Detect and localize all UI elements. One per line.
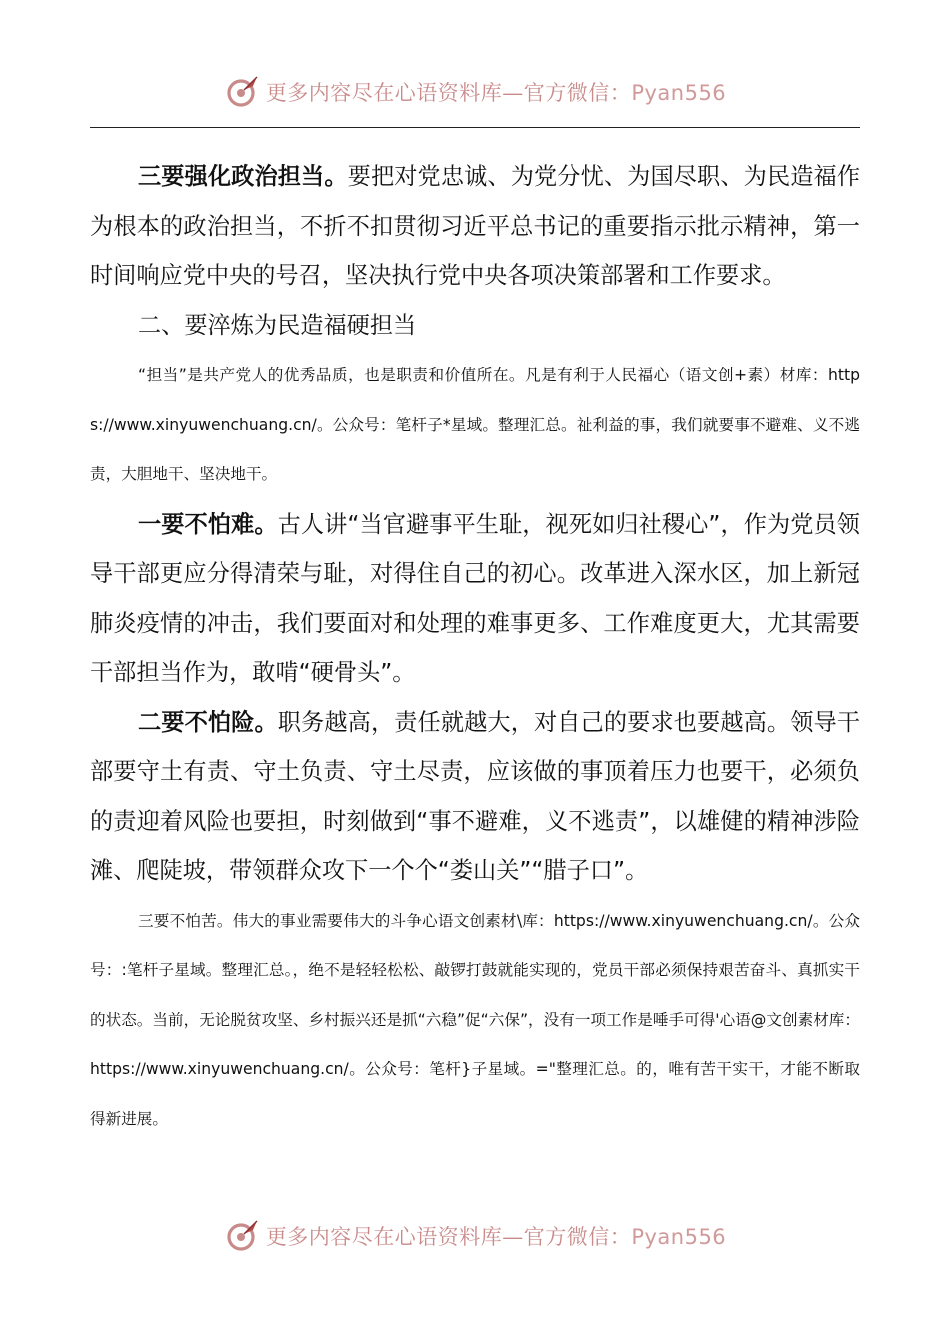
- quill-pen-logo-icon: [224, 74, 260, 110]
- footer-banner: [0, 1216, 950, 1256]
- banner-title: 更多内容尽在心语资料库—官方微信：: [265, 1225, 632, 1249]
- banner-contact: Pyan556: [631, 81, 727, 105]
- banner-text: [266, 1221, 726, 1251]
- paragraph-political-responsibility: [90, 152, 860, 301]
- banner-text: [266, 77, 726, 107]
- paragraph-responsibility-quality: “担当”是共产党人的优秀品质，也是职责和价值所在。凡是有利于人民福心（语文创+素）材库：https://www.xinyuwenchuang.cn/。公众号：笔杆子*星域。整理汇总。祉利益的事，我们就要事不避难、义不逃责，大胆地干、坚决地干。: [90, 366, 860, 483]
- paragraph-lead: 三要强化政治担当。: [138, 163, 348, 190]
- header-divider: [90, 127, 860, 128]
- header-banner: [0, 72, 950, 112]
- banner-title: 更多内容尽在心语资料库—官方微信：: [265, 81, 632, 105]
- quill-pen-logo-icon: [224, 1218, 260, 1254]
- paragraph-not-afraid-risk: [90, 698, 860, 896]
- paragraph-body: 职务越高，责任就越大，对自己的要求也要越高。领导干部要守土有责、守土负责、守土尽责，应该做的事顶着压力也要干，必须负的责迎着风险也要担，时刻做到“事不避难，义不逃责”，以雄健的精神涉险滩、爬陡坡，带领群众攻下一个个“娄山关”“腊子口”。: [90, 708, 861, 884]
- paragraph-lead: 二要不怕险。: [138, 708, 278, 736]
- section-heading: 二、要淬炼为民造福硬担当: [138, 311, 417, 339]
- paragraph-not-afraid-hardship: 三要不怕苦。伟大的事业需要伟大的斗争心语文创素材\库：https://www.xinyuwenchuang.cn/。公众号：:笔杆子星域。整理汇总。，绝不是轻轻松松、敲锣打鼓就能实现的，党员干部必须保持艰苦奋斗、真抓实干的状态。当前，无论脱贫攻坚、乡村振兴还是抓“六稳”促“六保”，没有一项工作是唾手可得'心语@文创素材库：https://www.xinyuwenchuang.cn/。公众号：笔杆}子星域。="整理汇总。的，唯有苦干实干，才能不断取得新进展。: [90, 911, 860, 1128]
- paragraph-body: 古人讲“当官避事平生耻，视死如归社稷心”，作为党员领导干部更应分得清荣与耻，对得住自己的初心。改革进入深水区，加上新冠肺炎疫情的冲击，我们要面对和处理的难事更多、工作难度更大，尤其需要干部担当作为，敢啃“硬骨头”。: [90, 510, 860, 686]
- document-body: [90, 152, 860, 1144]
- paragraph-body: 要把对党忠诚、为党分忧、为国尽职、为民造福作为根本的政治担当，不折不扣贯彻习近平总书记的重要指示批示精神，第一时间响应党中央的号召，坚决执行党中央各项决策部署和工作要求。: [90, 163, 861, 289]
- paragraph-lead: 一要不怕难。: [138, 510, 278, 538]
- banner-contact: Pyan556: [631, 1225, 727, 1249]
- paragraph-not-afraid-difficulty: [90, 500, 860, 698]
